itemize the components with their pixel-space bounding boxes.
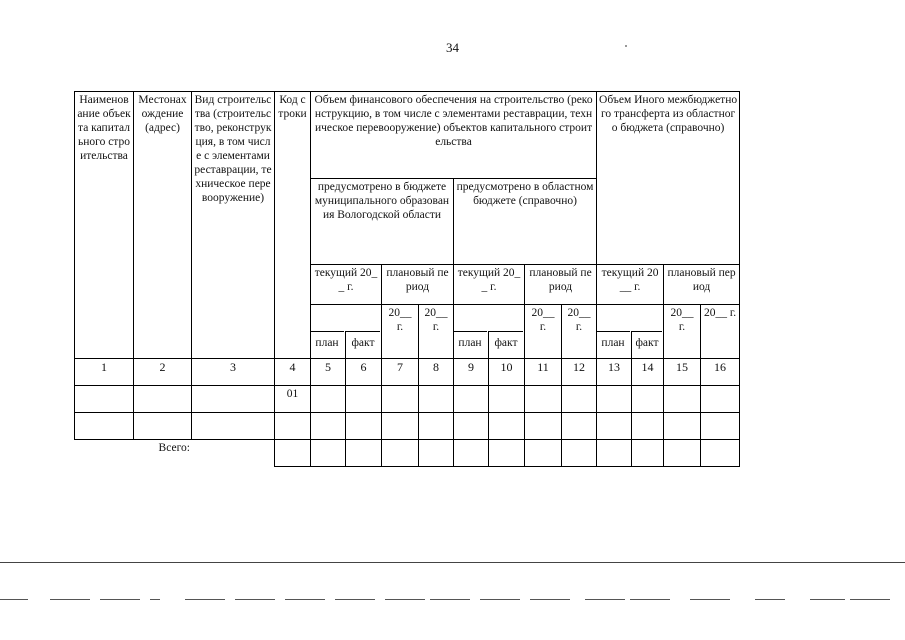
dash-segment [690, 599, 730, 600]
dash-segment [755, 599, 785, 600]
cell [664, 440, 701, 467]
dash-segment [585, 599, 625, 600]
cell [311, 413, 346, 440]
cell [664, 413, 701, 440]
table-row [75, 413, 740, 440]
page-rule [0, 562, 905, 563]
column-number: 10 [489, 359, 525, 386]
dash-segment [185, 599, 225, 600]
header-planned-period-1: плановый период [382, 265, 454, 305]
cell [525, 386, 562, 413]
cell [192, 413, 275, 440]
total-label: Всего: [158, 442, 190, 454]
column-number: 9 [454, 359, 489, 386]
column-number: 13 [597, 359, 632, 386]
dash-segment [150, 599, 160, 600]
header-transfer-volume: Объем Иного межбюджетного трансферта из областного бюджета (справочно) [597, 92, 740, 265]
cell [489, 440, 525, 467]
dash-segment [630, 599, 670, 600]
dash-segment [100, 599, 140, 600]
cell [419, 413, 454, 440]
cell [192, 386, 275, 413]
column-number: 3 [192, 359, 275, 386]
speck [625, 45, 627, 47]
cell [454, 440, 489, 467]
dash-segment [0, 599, 28, 600]
fact-label: факт [345, 331, 380, 358]
column-number: 8 [419, 359, 454, 386]
cell [346, 413, 382, 440]
dash-segment [385, 599, 425, 600]
column-number: 11 [525, 359, 562, 386]
plan-label: план [310, 331, 344, 358]
dash-segment [480, 599, 520, 600]
plan-label: план [596, 331, 630, 358]
column-number: 5 [311, 359, 346, 386]
header-year-12: 20__ г. [562, 305, 597, 359]
column-number: 6 [346, 359, 382, 386]
dash-segment [235, 599, 275, 600]
header-year-16: 20__ г. [701, 305, 740, 359]
fact-label: факт [631, 331, 662, 358]
cell [664, 386, 701, 413]
dash-segment [285, 599, 325, 600]
cell [382, 413, 419, 440]
cell [701, 386, 740, 413]
cell [525, 413, 562, 440]
column-number: 15 [664, 359, 701, 386]
cell [382, 386, 419, 413]
header-regional-budget: предусмотрено в областном бюджете (справочно) [454, 179, 597, 265]
total-row [75, 440, 740, 467]
cell [597, 386, 632, 413]
cell [562, 386, 597, 413]
dash-segment [810, 599, 845, 600]
cell [346, 440, 382, 467]
dash-segment [430, 599, 470, 600]
header-year-11: 20__ г. [525, 305, 562, 359]
header-construction-type: Вид строительства (строительство, реконструкция, в том числе с элементами реставрации, техническое перевооружение) [192, 92, 275, 359]
cell [597, 440, 632, 467]
cell [701, 440, 740, 467]
cell [562, 413, 597, 440]
cell [382, 440, 419, 467]
plan-label: план [453, 331, 487, 358]
header-location: Местонахождение (адрес) [134, 92, 192, 359]
column-number: 2 [134, 359, 192, 386]
cell [489, 386, 525, 413]
column-number: 1 [75, 359, 134, 386]
row-code: 01 [275, 386, 311, 413]
dash-segment [850, 599, 890, 600]
cell [489, 413, 525, 440]
table-row [75, 386, 740, 413]
cell [311, 386, 346, 413]
column-number: 4 [275, 359, 311, 386]
cell [134, 386, 192, 413]
cell [346, 386, 382, 413]
header-object-name: Наименование объекта капитального строительства [75, 92, 134, 359]
header-row-code: Код строки [275, 92, 311, 359]
row-code [275, 413, 311, 440]
column-number: 12 [562, 359, 597, 386]
cell [454, 413, 489, 440]
column-number: 16 [701, 359, 740, 386]
cell [275, 440, 311, 467]
cell [525, 440, 562, 467]
cell [311, 440, 346, 467]
header-finance-volume: Объем финансового обеспечения на строительство (реконструкцию, в том числе с элементами реставрации, техническое перевооружение) объектов капитального строительства [311, 92, 597, 179]
header-planned-period-2: плановый период [525, 265, 597, 305]
column-number: 7 [382, 359, 419, 386]
cell [134, 413, 192, 440]
cell [419, 440, 454, 467]
dash-segment [530, 599, 570, 600]
dash-segment [50, 599, 90, 600]
header-planned-period-3: плановый период [664, 265, 740, 305]
header-current-year-3: текущий 20__ г. [597, 265, 664, 305]
header-current-year-1: текущий 20__ г. [311, 265, 382, 305]
header-year-7: 20__ г. [382, 305, 419, 359]
header-current-year-2: текущий 20__ г. [454, 265, 525, 305]
cell [632, 440, 664, 467]
header-year-15: 20__ г. [664, 305, 701, 359]
cell [75, 386, 134, 413]
cell [75, 413, 134, 440]
cell [597, 413, 632, 440]
cell [419, 386, 454, 413]
header-municipal-budget: предусмотрено в бюджете муниципального образования Вологодской области [311, 179, 454, 265]
page-number: 34 [446, 40, 459, 55]
column-number: 14 [632, 359, 664, 386]
cell [454, 386, 489, 413]
capital-construction-table-body [74, 358, 740, 467]
dash-segment [335, 599, 375, 600]
header-year-8: 20__ г. [419, 305, 454, 359]
fact-label: факт [488, 331, 523, 358]
cell [632, 413, 664, 440]
cell [632, 386, 664, 413]
capital-construction-table [74, 91, 740, 359]
cell [562, 440, 597, 467]
cell [701, 413, 740, 440]
